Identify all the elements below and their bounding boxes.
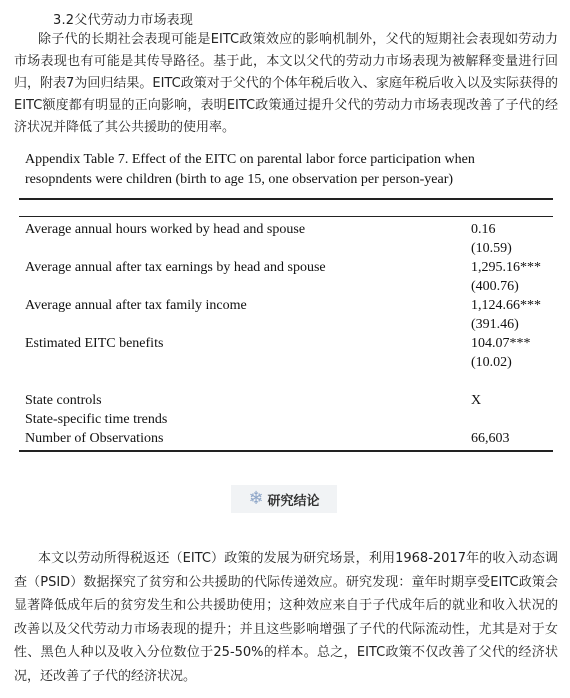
conclusion-paragraph: 本文以劳动所得税返还（EITC）政策的发展为研究场景，利用1968-2017年的收入动态调查（PSID）数据探究了贫穷和公共援助的代际传递效应。研究发现：童年时期享受EITC政策会显著降低成年后的贫穷发生和公共援助使用；这种效应来自于子代成年后的就业和收入状况的改善以及父代劳动力市场表现的提升；并且这些影响增强了子代的代际流动性，尤其是对于女性、黑色人种以及收入分位数位于25-50%的样本。总之，EITC政策不仅改善了父代的经济状况，还改善了子代的经济状况。 [14, 551, 558, 684]
table-caption [19, 150, 553, 190]
table-row [19, 296, 553, 315]
table-row-value: (10.02) [471, 355, 512, 370]
table-row [19, 258, 553, 277]
table-row-value: 1,124.66*** [471, 298, 541, 313]
table-row [19, 239, 553, 258]
table-row-label [19, 353, 425, 372]
table-row-label [19, 372, 425, 391]
table-bottom-rule [19, 450, 553, 452]
table-row-value: 0.16 [471, 222, 496, 237]
table-row-label: Number of Observations [25, 431, 164, 446]
table-row-value [425, 372, 553, 391]
table-caption-line-1: Appendix Table 7. Effect of the EITC on parental labor force participation when [25, 152, 475, 167]
section-paragraph: 除子代的长期社会表现可能是EITC政策效应的影响机制外，父代的短期社会表现如劳动力市场表现也有可能是其传导路径。基于此，本文以父代的劳动力市场表现为被解释变量进行回归，附表7为回归结果。EITC政策对于父代的个体年税后收入、家庭年税后收入以及实际获得的EITC额度都有明显的正向影响，表明EITC政策通过提升父代的劳动力市场表现改善了子代的经济状况并降低了其公共援助的使用率。 [14, 32, 558, 135]
table-row [19, 277, 553, 296]
table-row [19, 220, 553, 239]
table-row-value [425, 410, 553, 429]
table-row [19, 353, 553, 372]
table-row-value: 104.07*** [471, 336, 531, 351]
table-row-value: 66,603 [471, 431, 510, 446]
table-row [19, 410, 553, 429]
table-row-value: (391.46) [471, 317, 519, 332]
table-row-label [19, 277, 425, 296]
table-caption-line-2: resopndents were children (birth to age 15, one observation per person-year) [25, 172, 454, 187]
table-row-value: 1,295.16*** [471, 260, 541, 275]
table-row-label: State-specific time trends [25, 412, 168, 427]
table-row-label: State controls [25, 393, 102, 408]
table-row-value: (10.59) [471, 241, 512, 256]
table-row-value: (400.76) [471, 279, 519, 294]
table-row-value: X [471, 393, 482, 408]
table-row [19, 372, 553, 391]
table-body [19, 220, 553, 448]
table-row-label: Average annual after tax earnings by head and spouse [25, 260, 326, 275]
table-row-label: Average annual hours worked by head and spouse [25, 222, 306, 237]
appendix-table [19, 150, 553, 452]
section-title: 3.2父代劳动力市场表现 [53, 13, 194, 28]
table-row-label: Average annual after tax family income [25, 298, 247, 313]
table-row-label [19, 239, 425, 258]
table-row-label: Estimated EITC benefits [25, 336, 164, 351]
table-row [19, 334, 553, 353]
table-row-label [19, 315, 425, 334]
table-row [19, 429, 553, 448]
conclusion-badge-label: 研究结论 [267, 493, 320, 509]
snowflake-icon: ❄ [248, 488, 264, 509]
conclusion-badge [231, 485, 337, 513]
table-row [19, 391, 553, 410]
table-row [19, 315, 553, 334]
